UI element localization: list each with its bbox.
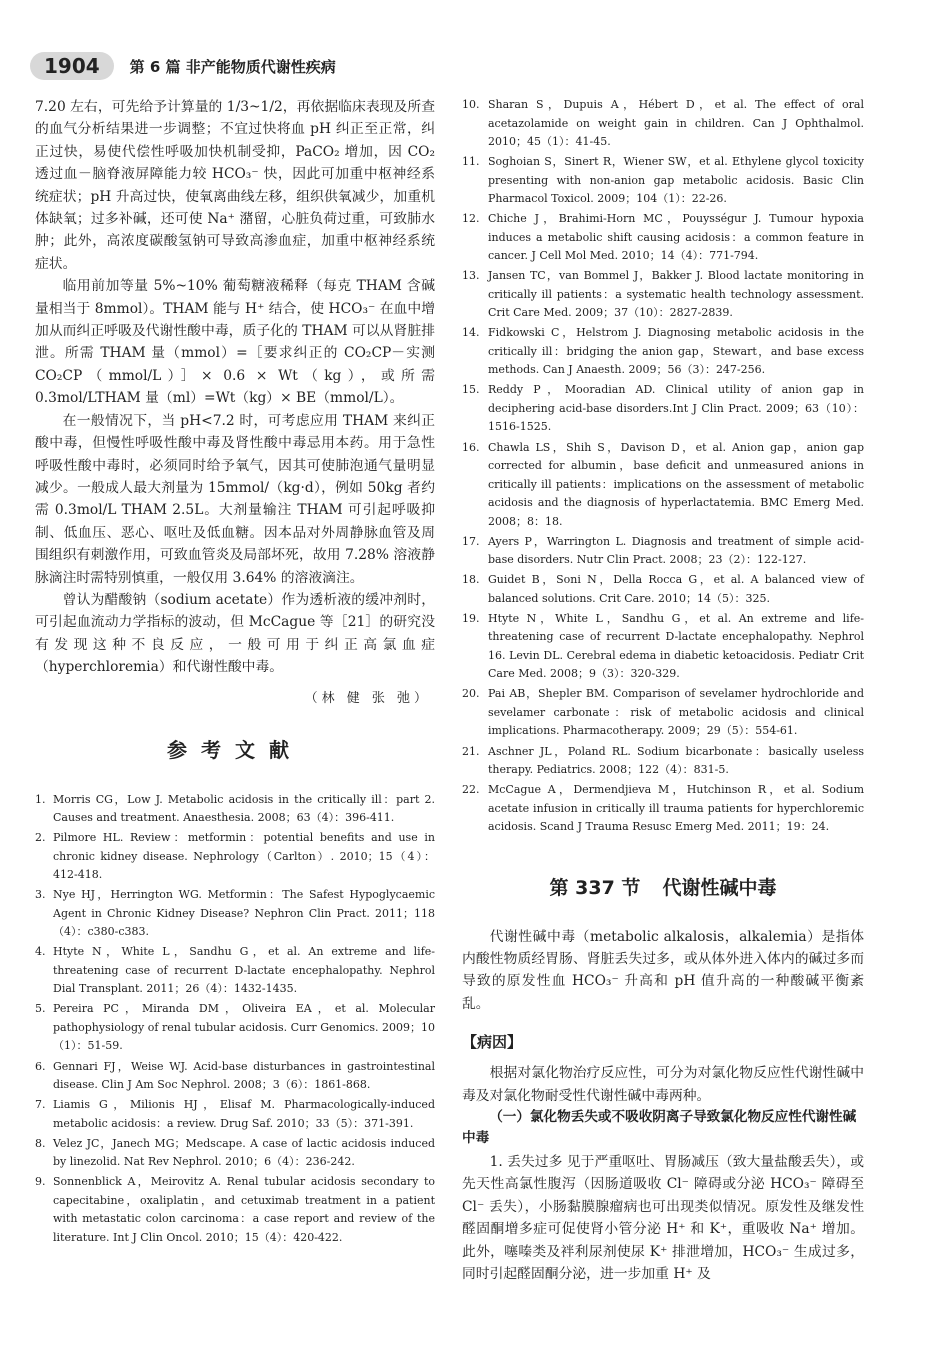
reference-number: 13. xyxy=(462,269,480,283)
right-column xyxy=(462,96,864,1286)
body-paragraph: 7.20 左右，可先给予计算量的 1/3~1/2，再依据临床表现及所查的血气分析结果进一步调整；不宜过快将血 pH 纠正至正常，纠正过快，易使代偿性呼吸加快机制受抑，PaCO₂ 增加，因 CO₂ 透过血－脑脊液屏障能力较 HCO₃⁻ 快，因此可加重中枢神经系统症状；pH 升高过快，使氧离曲线左移，组织供氧减少，加重机体缺氧；过多补碱，还可使 Na⁺ 潴留，心脏负荷过重，可致肺水肿；此外，高浓度碳酸氢钠可导致高渗血症，加重中枢神经系统症状。 xyxy=(35,99,435,272)
author-names: （林 健 张 弛） xyxy=(304,690,431,706)
reference-item xyxy=(462,210,864,266)
reference-number: 3. xyxy=(35,888,46,902)
reference-text: Htyte N，White L，Sandhu G，et al. An extreme and life-threatening case of recurrent D-lactate encephalopathy. Nephrol Dial Transplant. 2011；26（4）：1432-1435. xyxy=(53,945,435,996)
reference-number: 18. xyxy=(462,573,480,587)
reference-text: Chawla LS，Shih S，Davison D，et al. Anion gap，anion gap corrected for albumin，base deficit and unmeasured anions in critically ill patients：implications on the assessment of metabolic acidosis and the diagnosis of hyperlactatemia. BMC Emerg Med. 2008；8：18. xyxy=(488,440,864,528)
reference-text: Gennari FJ，Weise WJ. Acid-base disturbances in gastrointestinal disease. Clin J Am Soc Nephrol. 2008；3（6）：1861-868. xyxy=(53,1059,435,1092)
reference-number: 2. xyxy=(35,831,46,845)
reference-item xyxy=(462,610,864,684)
reference-number: 5. xyxy=(35,1002,46,1016)
section-title xyxy=(462,873,864,900)
references-title: 参考文献 xyxy=(167,737,303,762)
reference-text: Sonnenblick A，Meirovitz A. Renal tubular acidosis secondary to capecitabine，oxaliplatin，and cetuximab treatment in a patient with metastatic colon carcinoma：a case report and review of the literature. Int J Clin Oncol. 2010；15（4）：420-422. xyxy=(53,1175,435,1244)
reference-item xyxy=(35,1173,435,1247)
reference-number: 16. xyxy=(462,440,480,454)
reference-number: 15. xyxy=(462,383,480,397)
reference-list xyxy=(35,791,435,1248)
section-name: 代谢性碱中毒 xyxy=(662,876,777,899)
reference-text: Chiche J，Brahimi-Horn MC，Pouysségur J. Tumour hypoxia induces a metabolic shift causing acidosis：a common feature in cancer. J Cell Mol Med. 2010；14（4）：771-794. xyxy=(488,212,864,263)
reference-number: 6. xyxy=(35,1059,46,1073)
reference-number: 21. xyxy=(462,744,480,758)
reference-number: 7. xyxy=(35,1098,46,1112)
reference-text: Htyte N，White L，Sandhu G，et al. An extreme and life-threatening case of recurrent D-lactate encephalopathy. Nephrol 16. Levin DL. Cerebral edema in diabetic ketoacidosis. Pediatr Crit Care Med. 2008；9（3）：320-329. xyxy=(488,611,864,681)
reference-text: Aschner JL，Poland RL. Sodium bicarbonate：basically useless therapy. Pediatrics. 2008；122（4）：831-5. xyxy=(488,744,864,777)
reference-item xyxy=(35,791,435,828)
reference-number: 14. xyxy=(462,326,480,340)
reference-number: 8. xyxy=(35,1136,46,1150)
reference-number: 12. xyxy=(462,212,480,226)
reference-number: 9. xyxy=(35,1175,46,1189)
reference-item xyxy=(462,96,864,152)
page-header xyxy=(30,50,336,82)
reference-number: 17. xyxy=(462,534,480,548)
body-paragraph: 1. 丢失过多 见于严重呕吐、胃肠减压（致大量盐酸丢失），或先天性高氯性腹泻（因肠道吸收 Cl⁻ 障碍或分泌 HCO₃⁻ 障碍至 Cl⁻ 丢失），小肠黏膜腺瘤病也可出现类似情况。原发性及继发性醛固酮增多症可促使肾小管分泌 H⁺ 和 K⁺，重吸收 Na⁺ 增加。此外，噻嗪类及袢利尿剂使尿 K⁺ 排泄增加，HCO₃⁻ 生成过多，同时引起醛固酮分泌，进一步加重 H⁺ 及 xyxy=(462,1154,864,1283)
reference-text: Reddy P，Mooradian AD. Clinical utility of anion gap in deciphering acid-base disorders.Int J Clin Pract. 2009；63（10）：1516-1525. xyxy=(488,383,864,434)
body-paragraph: 曾认为醋酸钠（sodium acetate）作为透析液的缓冲剂时，可引起血流动力学指标的波动，但 McCague 等［21］的研究没有发现这种不良反应，一般可用于纠正高氯血症（hyperchloremia）和代谢性酸中毒。 xyxy=(35,591,435,676)
reference-item xyxy=(35,1000,435,1056)
reference-item xyxy=(35,1058,435,1095)
reference-text: Soghoian S，Sinert R，Wiener SW，et al. Ethylene glycol toxicity presenting with non-anion gap metabolic acidosis. Basic Clin Pharmacol Toxicol. 2009；104（1）：22-26. xyxy=(488,155,864,206)
reference-item xyxy=(462,743,864,780)
reference-item xyxy=(462,153,864,209)
reference-number: 11. xyxy=(462,155,480,169)
reference-item xyxy=(462,781,864,837)
reference-text: Jansen TC，van Bommel J，Bakker J. Blood lactate monitoring in critically ill patients：a systematic health technology assessment. Crit Care Med. 2009；37（10）：2827-2839. xyxy=(488,269,864,320)
page-number: 1904 xyxy=(30,52,114,80)
sub-heading: （一）氯化物丢失或不吸收阴离子导致氯化物反应性代谢性碱中毒 xyxy=(462,1109,857,1147)
reference-text: Velez JC，Janech MG；Medscape. A case of lactic acidosis induced by linezolid. Nat Rev Nephrol. 2010；6（4）：236-242. xyxy=(53,1136,435,1169)
reference-item xyxy=(35,886,435,942)
reference-text: Sharan S，Dupuis A，Hébert D，et al. The effect of oral acetazolamide on weight gain in children. Can J Ophthalmol. 2010；45（1）：41-45. xyxy=(488,98,864,148)
body-paragraph: 在一般情况下，当 pH<7.2 时，可考虑应用 THAM 来纠正酸中毒，但慢性呼吸性酸中毒及肾性酸中毒忌用本药。用于急性呼吸性酸中毒时，必须同时给予氧气，因其可使肺泡通气量明显减少。一般成人最大剂量为 15mmol/（kg·d），例如 50kg 者约需 0.3mol/L THAM 2.5L。大剂量输注 THAM 可引起呼吸抑制、低血压、恶心、呕吐及低血糖。因本品对外周静脉血管及周围组织有刺激作用，可致血管炎及局部坏死，故用 7.28% 溶液静脉滴注时需特别慎重，一般仅用 3.64% 的溶液滴注。 xyxy=(35,412,435,586)
reference-text: Liamis G，Milionis HJ，Elisaf M. Pharmacologically-induced metabolic acidosis：a review. Drug Saf. 2010；33（5）：371-391. xyxy=(53,1098,435,1130)
reference-text: Pai AB，Shepler BM. Comparison of sevelamer hydrochloride and sevelamer carbonate：risk of metabolic acidosis and clinical implications. Pharmacotherapy. 2009；29（5）：554-61. xyxy=(488,687,864,738)
reference-item xyxy=(462,685,864,741)
reference-number: 20. xyxy=(462,687,480,701)
reference-item xyxy=(35,1135,435,1172)
reference-item xyxy=(462,533,864,570)
reference-number: 1. xyxy=(35,792,46,806)
reference-list xyxy=(462,96,864,837)
intro-paragraph: 代谢性碱中毒（metabolic alkalosis，alkalemia）是指体内酸性物质经胃肠、肾脏丢失过多，或从体外进入体内的碱过多而导致的原发性血 HCO₃⁻ 升高和 pH 值升高的一种酸碱平衡紊乱。 xyxy=(462,928,864,1012)
cause-heading: 【病因】 xyxy=(462,1033,523,1052)
reference-item xyxy=(462,571,864,608)
reference-item xyxy=(462,324,864,380)
reference-number: 4. xyxy=(35,945,46,959)
left-column xyxy=(35,96,435,1249)
reference-text: Guidet B，Soni N，Della Rocca G，et al. A balanced view of balanced solutions. Crit Care. 2010；14（5）：325. xyxy=(488,573,864,605)
reference-text: Pilmore HL. Review：metformin：potential benefits and use in chronic kidney disease. Nephrology（Carlton）. 2010；15（4）：412-418. xyxy=(53,831,435,882)
reference-number: 22. xyxy=(462,783,480,797)
reference-item xyxy=(462,381,864,437)
section-number: 第 337 节 xyxy=(549,876,641,899)
running-title: 第 6 篇 非产能物质代谢性疾病 xyxy=(129,57,336,76)
body-paragraph: 临用前加等量 5%~10% 葡萄糖液稀释（每克 THAM 含碱量相当于 8mmol）。THAM 能与 H⁺ 结合，使 HCO₃⁻ 在血中增加从而纠正呼吸及代谢性酸中毒，质子化的 THAM 可以从肾脏排泄。所需 THAM 量（mmol）=［要求纠正的 CO₂CP－实测 CO₂CP（mmol/L）］× 0.6 × Wt（kg），或所需 0.3mol/LTHAM 量（ml）=Wt（kg）× BE（mmol/L）。 xyxy=(35,278,435,407)
reference-item xyxy=(462,439,864,532)
reference-text: Nye HJ，Herrington WG. Metformin：The Safest Hypoglycaemic Agent in Chronic Kidney Disease? Nephron Clin Pract. 2011；118（4）：c380-c383. xyxy=(53,888,435,939)
reference-number: 10. xyxy=(462,98,480,111)
reference-item xyxy=(35,829,435,885)
reference-item xyxy=(35,943,435,999)
cause-paragraph: 根据对氯化物治疗反应性，可分为对氯化物反应性代谢性碱中毒及对氯化物耐受性代谢性碱中毒两种。 xyxy=(462,1065,864,1104)
reference-item xyxy=(35,1096,435,1133)
reference-number: 19. xyxy=(462,611,480,625)
reference-text: Pereira PC，Miranda DM，Oliveira EA，et al. Molecular pathophysiology of renal tubular acidosis. Curr Genomics. 2009；10（1）：51-59. xyxy=(53,1002,435,1053)
reference-text: Ayers P，Warrington L. Diagnosis and treatment of simple acid-base disorders. Nutr Clin Pract. 2008；23（2）：122-127. xyxy=(488,534,864,567)
reference-text: Morris CG，Low J. Metabolic acidosis in the critically ill：part 2. Causes and treatment. Anaesthesia. 2008；63（4）：396-411. xyxy=(53,792,435,825)
reference-text: Fidkowski C，Helstrom J. Diagnosing metabolic acidosis in the critically ill：bridging the anion gap，Stewart，and base excess methods. Can J Anaesth. 2009；56（3）：247-256. xyxy=(488,326,864,377)
reference-item xyxy=(462,267,864,323)
reference-text: McCague A，Dermendjieva M，Hutchinson R，et al. Sodium acetate infusion in critically ill trauma patients for hyperchloremic acidosis. Scand J Trauma Resusc Emerg Med. 2011；19：24. xyxy=(488,783,864,834)
